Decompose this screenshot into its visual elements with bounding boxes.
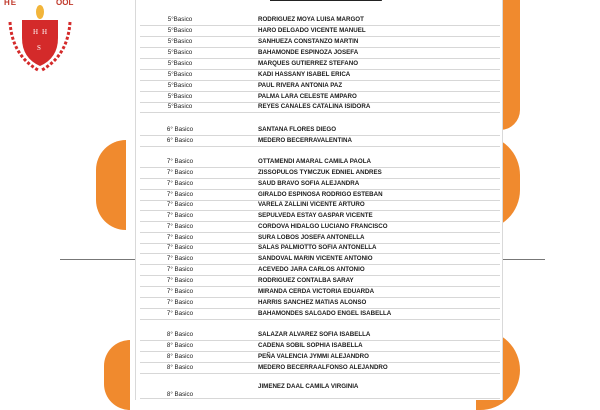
- student-name-cell: SEPULVEDA ESTAY GASPAR VICENTE: [258, 212, 373, 219]
- table-row: [140, 102, 500, 113]
- student-name-cell: SANTANA FLORES DIEGO: [258, 126, 337, 133]
- divider-right: [500, 259, 545, 260]
- logo-text-left: HE: [4, 0, 18, 7]
- course-cell: 5°Basico: [167, 49, 193, 56]
- course-cell: 7° Basico: [166, 244, 194, 251]
- table-row: [140, 168, 500, 179]
- student-name-cell: BAHAMONDES SALGADO ENGEL ISABELLA: [258, 310, 392, 317]
- student-name-cell: ACEVEDO JARA CARLOS ANTONIO: [258, 266, 365, 273]
- student-name-cell: HARO DELGADO VICENTE MANUEL: [258, 27, 366, 34]
- table-row: [140, 276, 500, 287]
- table-row: [140, 352, 500, 363]
- course-cell: 5°Basico: [167, 16, 193, 23]
- course-cell: 5°Basico: [167, 82, 193, 89]
- table-row: [140, 309, 500, 320]
- course-cell: 8° Basico: [166, 342, 194, 349]
- table-row: [140, 382, 500, 399]
- student-name-cell: MIRANDA CERDA VICTORIA EDUARDA: [258, 288, 375, 295]
- student-name-cell: BAHAMONDE ESPINOZA JOSEFA: [258, 49, 359, 56]
- orange-decor-top-right: [500, 0, 520, 130]
- orange-decor-left: [96, 140, 126, 230]
- course-cell: 7° Basico: [166, 212, 194, 219]
- course-cell: 7° Basico: [166, 223, 194, 230]
- student-name-cell: MARQUES GUTIERREZ STEFANO: [258, 60, 359, 67]
- table-row: [140, 330, 500, 341]
- table-row: [140, 254, 500, 265]
- table-row: [140, 179, 500, 190]
- table-row: [140, 341, 500, 352]
- student-name-cell: OTTAMENDI AMARAL CAMILA PAOLA: [258, 158, 371, 165]
- course-cell: 7° Basico: [166, 234, 194, 241]
- student-name-cell: PALMA LARA CELESTE AMPARO: [258, 93, 357, 100]
- course-cell: 7° Basico: [166, 180, 194, 187]
- student-name-cell: KADI HASSANY ISABEL ERICA: [258, 71, 351, 78]
- page-title: [270, 0, 382, 1]
- course-cell: 7° Basico: [166, 158, 194, 165]
- student-name-cell: RODRIGUEZ CONTALBA SARAY: [258, 277, 354, 284]
- course-cell: 5°Basico: [167, 27, 193, 34]
- course-cell: 8° Basico: [166, 353, 194, 360]
- course-cell: 6° Basico: [166, 126, 194, 133]
- table-row: [140, 157, 500, 168]
- table-row: [140, 211, 500, 222]
- course-cell: 7° Basico: [166, 266, 194, 273]
- table-row: [140, 298, 500, 309]
- student-name-cell: SALAS PALMIOTTO SOFIA ANTONELLA: [258, 244, 377, 251]
- course-cell: 8° Basico: [166, 391, 194, 398]
- student-name-cell: CORDOVA HIDALGO LUCIANO FRANCISCO: [258, 223, 388, 230]
- course-cell: 5°Basico: [167, 71, 193, 78]
- table-row: [140, 136, 500, 147]
- table-row: [140, 81, 500, 92]
- course-cell: 5°Basico: [167, 93, 193, 100]
- student-name-cell: VARELA ZALLINI VICENTE ARTURO: [258, 201, 365, 208]
- table-row: [140, 222, 500, 233]
- student-name-cell: SALAZAR ALVAREZ SOFIA ISABELLA: [258, 331, 371, 338]
- logo-text-right: OOL: [56, 0, 74, 7]
- table-row: [140, 287, 500, 298]
- table-row: [140, 265, 500, 276]
- course-cell: 7° Basico: [166, 299, 194, 306]
- student-name-cell: PAUL RIVERA ANTONIA PAZ: [258, 82, 343, 89]
- table-row: [140, 243, 500, 254]
- student-name-cell: GIRALDO ESPINOSA RODRIGO ESTEBAN: [258, 191, 383, 198]
- table-row: [140, 48, 500, 59]
- student-name-cell: MEDERO BECERRAALFONSO ALEJANDRO: [258, 364, 388, 371]
- table-row: [140, 59, 500, 70]
- student-name-cell: SAUD BRAVO SOFIA ALEJANDRA: [258, 180, 360, 187]
- student-name-cell: SANDOVAL MARIN VICENTE ANTONIO: [258, 255, 373, 262]
- student-name-cell: REYES CANALES CATALINA ISIDORA: [258, 103, 371, 110]
- course-cell: 5°Basico: [167, 103, 193, 110]
- course-cell: 7° Basico: [166, 277, 194, 284]
- student-name-cell: SANHUEZA CONSTANZO MARTIN: [258, 38, 359, 45]
- crest-letter-2: H: [42, 28, 48, 36]
- table-row: [140, 26, 500, 37]
- student-name-cell: ZISSOPULOS TYMCZUK EDNIEL ANDRES: [258, 169, 382, 176]
- student-name-cell: CADENA SOBIL SOPHIA ISABELLA: [258, 342, 363, 349]
- student-name-cell: RODRIGUEZ MOYA LUISA MARGOT: [258, 16, 364, 23]
- table-row: [140, 70, 500, 81]
- crest-icon: [0, 0, 80, 80]
- student-name-cell: HARRIS SANCHEZ MATIAS ALONSO: [258, 299, 367, 306]
- course-cell: 7° Basico: [166, 310, 194, 317]
- course-cell: 7° Basico: [166, 288, 194, 295]
- course-cell: 7° Basico: [166, 201, 194, 208]
- divider-left: [60, 259, 140, 260]
- student-name-cell: JIMENEZ DAAL CAMILA VIRGINIA: [258, 383, 359, 390]
- course-cell: 7° Basico: [166, 191, 194, 198]
- student-name-cell: SURA LOBOS JOSEFA ANTONELLA: [258, 234, 365, 241]
- course-cell: 8° Basico: [166, 331, 194, 338]
- course-cell: 7° Basico: [166, 169, 194, 176]
- student-name-cell: MEDERO BECERRAVALENTINA: [258, 137, 352, 144]
- crest-letter-1: H: [33, 28, 39, 36]
- table-row: [140, 125, 500, 136]
- course-cell: 7° Basico: [166, 255, 194, 262]
- course-cell: 6° Basico: [166, 137, 194, 144]
- course-cell: 5°Basico: [167, 60, 193, 67]
- crest-letter-3: S: [37, 44, 41, 52]
- school-logo: [0, 0, 80, 80]
- table-row: [140, 200, 500, 211]
- course-cell: 8° Basico: [166, 364, 194, 371]
- student-name-cell: PEÑA VALENCIA JYMMI ALEJANDRO: [258, 353, 369, 360]
- course-cell: 5°Basico: [167, 38, 193, 45]
- table-row: [140, 37, 500, 48]
- table-row: [140, 363, 500, 374]
- table-row: [140, 15, 500, 26]
